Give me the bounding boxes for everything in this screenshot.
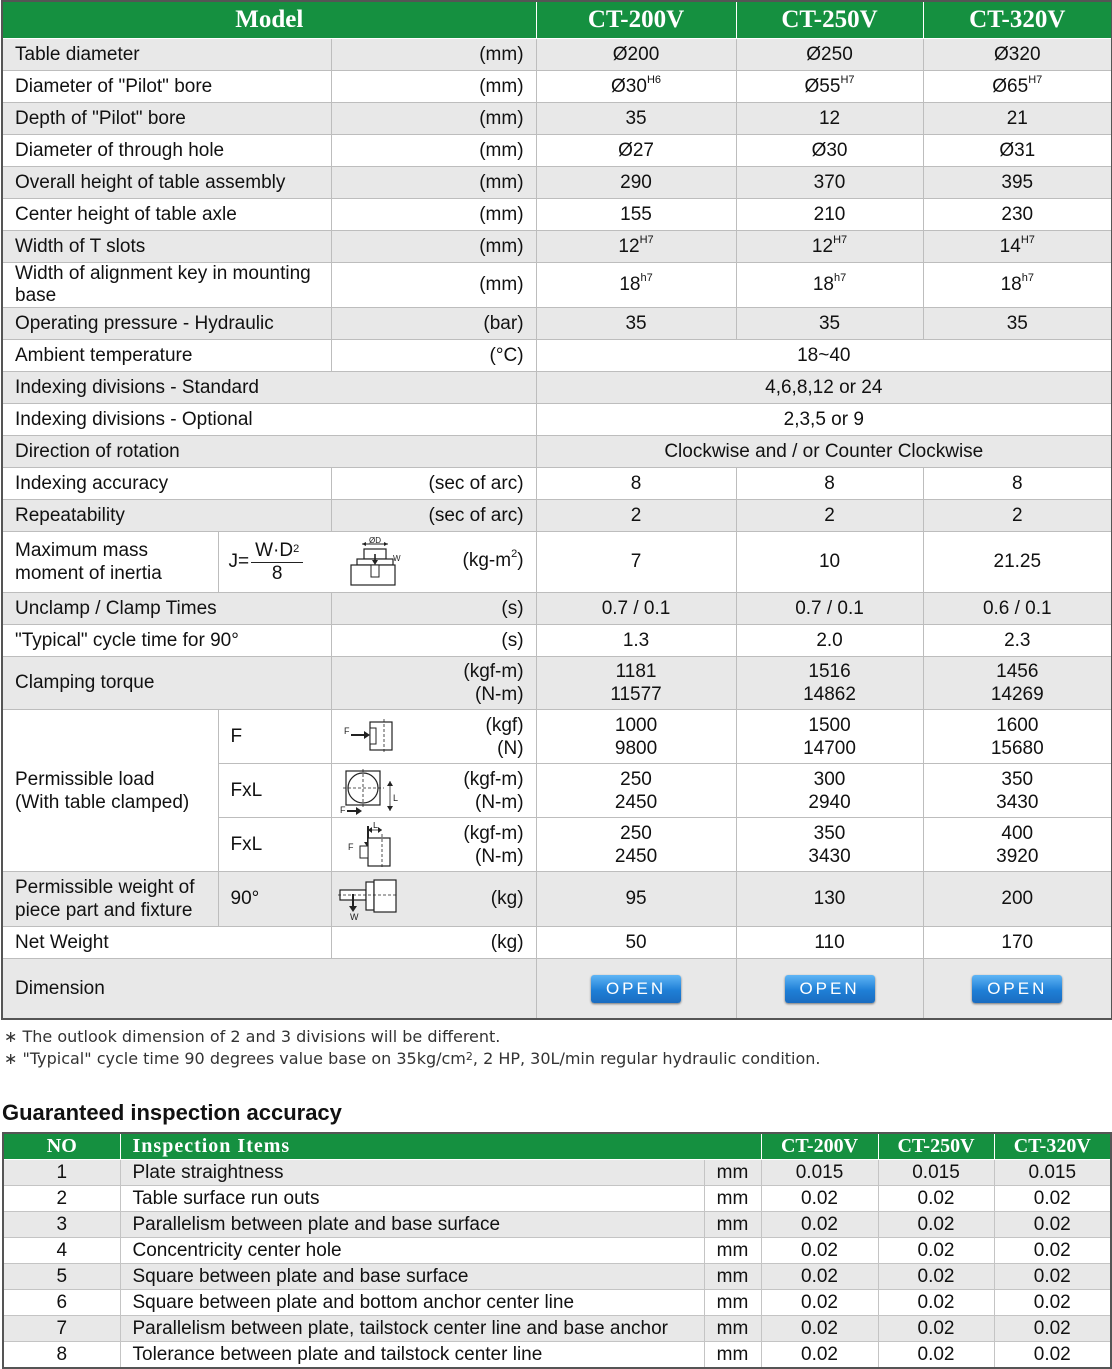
value-ct320v: 2.3 [923, 625, 1112, 657]
dimension-cell-ct320v [923, 959, 1112, 1020]
value-ct250v [736, 263, 923, 308]
row-table-diameter [2, 39, 1112, 71]
row-label: Operating pressure - Hydraulic [2, 308, 331, 340]
row-label: Width of alignment key in mounting base [2, 263, 331, 308]
value-ct250v: 0.02 [878, 1290, 994, 1316]
value-ct250v: 110 [736, 927, 923, 959]
value-ct250v [736, 818, 923, 872]
row-ambient-temperature [2, 340, 1112, 372]
inspection-table [2, 1132, 1112, 1369]
value-line: 11577 [610, 684, 662, 705]
row-label: Repeatability [2, 500, 331, 532]
value-line: 15680 [990, 737, 1044, 759]
row-unit: (mm) [331, 103, 536, 135]
value-line: 1456 [996, 661, 1039, 682]
row-label: Width of T slots [2, 231, 331, 263]
tolerance-sup: H7 [840, 73, 855, 86]
spec-header-row [2, 1, 1112, 39]
value-ct200v: 0.02 [761, 1186, 878, 1212]
inspection-item: Table surface run outs [120, 1186, 704, 1212]
row-unit: (sec of arc) [331, 500, 536, 532]
value-line: 14862 [803, 684, 856, 705]
value-ct320v: 35 [923, 308, 1112, 340]
inspection-title: Guaranteed inspection accuracy [2, 1100, 342, 1125]
footnote-text: , 2 HP, 30L/min regular hydraulic condition. [472, 1049, 821, 1068]
inspection-no: 6 [3, 1290, 120, 1316]
no-header: NO [3, 1133, 120, 1160]
footnotes [4, 1026, 1112, 1070]
radial-force-icon [342, 719, 402, 753]
model-ct200v-header: CT-200V [536, 1, 736, 39]
value-line: 2940 [808, 791, 851, 813]
value-ct250v: 2.0 [736, 625, 923, 657]
value-line: 350 [813, 822, 846, 844]
value-ct200v: 0.02 [761, 1290, 878, 1316]
tolerance-sup: h7 [833, 272, 847, 284]
icon-f-label: F [343, 726, 349, 736]
value-ct200v: 155 [536, 199, 736, 231]
value-line: 250 [620, 822, 652, 844]
value-ct250v: 370 [736, 167, 923, 199]
row-unit: (°C) [331, 340, 536, 372]
inspection-unit: mm [704, 1238, 761, 1264]
row-label-line: piece part and fixture [15, 900, 193, 921]
inspection-no: 3 [3, 1212, 120, 1238]
value-ct250v: 210 [736, 199, 923, 231]
unit-line: (N-m) [475, 684, 524, 705]
unit-line: (N-m) [475, 845, 524, 867]
overturning-moment-icon [338, 767, 404, 815]
value-ct250v [736, 231, 923, 263]
value-ct320v: 0.02 [994, 1186, 1111, 1212]
row-label-line: Permissible weight of [15, 877, 195, 898]
value-ct250v: 0.02 [878, 1212, 994, 1238]
value-ct200v: 0.02 [761, 1264, 878, 1290]
value-ct250v: 8 [736, 468, 923, 500]
value-ct320v: 0.02 [994, 1264, 1111, 1290]
inertia-unit [463, 550, 524, 572]
value-ct250v: Ø250 [736, 39, 923, 71]
inspection-item: Concentricity center hole [120, 1238, 704, 1264]
value-ct320v: 8 [923, 468, 1112, 500]
value-ct200v [536, 231, 736, 263]
row-through-hole [2, 135, 1112, 167]
value-line: 1600 [996, 714, 1039, 736]
value-ct200v: 0.02 [761, 1316, 878, 1342]
tolerance-sup: H7 [1020, 233, 1035, 246]
open-dimension-ct250v-button[interactable]: OPEN [785, 975, 875, 1003]
row-permissible-load-f [2, 710, 1112, 764]
row-unit [331, 818, 536, 872]
row-divisions-standard [2, 372, 1112, 404]
row-label: "Typical" cycle time for 90° [2, 625, 331, 657]
row-unit: (mm) [331, 263, 536, 308]
value-line: 1181 [615, 661, 657, 682]
row-permissible-weight [2, 872, 1112, 927]
value-text: 12 [618, 235, 640, 257]
value-ct320v: 2 [923, 500, 1112, 532]
value-line: 3430 [808, 845, 851, 867]
row-unit: (mm) [331, 199, 536, 231]
value-line: 2450 [614, 845, 658, 867]
row-unit: (mm) [331, 71, 536, 103]
row-divisions-optional [2, 404, 1112, 436]
unit-line: (N) [497, 737, 524, 759]
row-label-line: Permissible load [15, 768, 155, 790]
permissible-load-label [2, 710, 218, 872]
value-ct250v: 0.015 [878, 1160, 994, 1186]
value-line: 2450 [614, 791, 658, 813]
value-ct200v [536, 263, 736, 308]
rotary-table-inertia-icon [347, 536, 403, 590]
items-header: Inspection Items [120, 1133, 761, 1160]
formula-denominator: 8 [271, 562, 283, 584]
row-direction-of-rotation [2, 436, 1112, 468]
inspection-row [3, 1342, 1111, 1369]
inspection-item: Square between plate and base surface [120, 1264, 704, 1290]
inspection-row [3, 1238, 1111, 1264]
model-header: Model [2, 1, 536, 39]
row-unit: (bar) [331, 308, 536, 340]
value-ct250v: 2 [736, 500, 923, 532]
unit-line: (kgf-m) [463, 661, 524, 682]
tolerance-sup: H7 [1028, 73, 1043, 86]
row-label-line: Maximum mass [15, 540, 149, 561]
row-clamping-torque [2, 657, 1112, 710]
value-ct320v: 170 [923, 927, 1112, 959]
row-operating-pressure [2, 308, 1112, 340]
unit-exponent: 2 [511, 548, 518, 560]
value-ct250v [736, 71, 923, 103]
footnote-1: ∗ The outlook dimension of 2 and 3 divisions will be different. [4, 1027, 501, 1046]
row-unit: (mm) [331, 135, 536, 167]
row-label: Net Weight [2, 927, 331, 959]
open-dimension-ct320v-button[interactable]: OPEN [972, 975, 1062, 1003]
row-label: Unclamp / Clamp Times [2, 593, 331, 625]
inspection-unit: mm [704, 1264, 761, 1290]
unit-end: ) [517, 550, 524, 571]
value-ct320v: 0.015 [994, 1160, 1111, 1186]
row-label: Indexing divisions - Optional [2, 404, 536, 436]
row-repeatability [2, 500, 1112, 532]
inspection-unit: mm [704, 1316, 761, 1342]
icon-w-label: W [392, 554, 401, 563]
row-unit: (kg) [331, 927, 536, 959]
load-sub-label: FxL [218, 818, 331, 872]
formula-fraction [251, 540, 303, 585]
model-ct250v-header: CT-250V [736, 1, 923, 39]
inspection-unit: mm [704, 1212, 761, 1238]
value-ct200v: 290 [536, 167, 736, 199]
value-line: 3430 [996, 791, 1039, 813]
model-ct250v-header: CT-250V [878, 1133, 994, 1160]
value-ct320v: 21 [923, 103, 1112, 135]
value-ct320v [923, 818, 1112, 872]
model-ct320v-header: CT-320V [994, 1133, 1111, 1160]
value-ct320v: 200 [923, 872, 1112, 927]
tolerance-sup: H7 [833, 233, 848, 246]
value-text: 14 [999, 235, 1021, 257]
row-dimension [2, 959, 1112, 1020]
value-ct200v: 0.02 [761, 1212, 878, 1238]
row-moment-of-inertia [2, 532, 1112, 593]
value-ct250v: 0.02 [878, 1186, 994, 1212]
inspection-no: 7 [3, 1316, 120, 1342]
row-unit: (mm) [331, 39, 536, 71]
formula-numerator [251, 540, 303, 563]
value-text: Ø30 [611, 75, 647, 97]
value-ct200v [536, 764, 736, 818]
value-ct250v: Ø30 [736, 135, 923, 167]
value-line: 250 [620, 768, 652, 790]
inertia-formula [229, 540, 304, 585]
inspection-no: 8 [3, 1342, 120, 1369]
value-text: Ø65 [992, 75, 1029, 97]
value-ct200v: 0.015 [761, 1160, 878, 1186]
dimension-cell-ct250v [736, 959, 923, 1020]
row-label: Dimension [2, 959, 536, 1020]
row-label: Center height of table axle [2, 199, 331, 231]
inspection-item: Parallelism between plate, tailstock center line and base anchor [120, 1316, 704, 1342]
value-ct250v [736, 710, 923, 764]
row-label: Diameter of "Pilot" bore [2, 71, 331, 103]
inspection-row [3, 1212, 1111, 1238]
inspection-row [3, 1316, 1111, 1342]
row-indexing-accuracy [2, 468, 1112, 500]
inertia-formula-cell [218, 532, 536, 593]
open-dimension-ct200v-button[interactable]: OPEN [591, 975, 681, 1003]
row-alignment-key [2, 263, 1112, 308]
value-ct200v: 7 [536, 532, 736, 593]
load-sub-label: FxL [218, 764, 331, 818]
row-net-weight [2, 927, 1112, 959]
value-ct200v: 0.7 / 0.1 [536, 593, 736, 625]
value-ct200v: 0.02 [761, 1342, 878, 1369]
row-unit: (s) [331, 625, 536, 657]
tolerance-sup: h7 [1021, 272, 1034, 284]
icon-d-label: ØD [368, 536, 381, 545]
value-line: 1516 [808, 661, 851, 682]
value-text: 18 [619, 274, 641, 295]
value-ct200v [536, 818, 736, 872]
value-ct200v: 50 [536, 927, 736, 959]
inspection-no: 2 [3, 1186, 120, 1212]
row-unit [331, 657, 536, 710]
load-sub-label: F [218, 710, 331, 764]
value-all-models: Clockwise and / or Counter Clockwise [536, 436, 1112, 468]
value-text: 18 [1000, 274, 1022, 295]
tolerance-sup: H7 [639, 233, 654, 246]
value-all-models: 2,3,5 or 9 [536, 404, 1112, 436]
value-ct320v: Ø31 [923, 135, 1112, 167]
value-ct200v [536, 71, 736, 103]
inspection-unit: mm [704, 1290, 761, 1316]
row-label: Ambient temperature [2, 340, 331, 372]
row-unit: (mm) [331, 231, 536, 263]
inspection-no: 1 [3, 1160, 120, 1186]
row-label: Indexing divisions - Standard [2, 372, 536, 404]
unit-line: (kgf-m) [463, 822, 524, 844]
value-line: 14700 [803, 737, 856, 759]
value-ct250v: 0.02 [878, 1342, 994, 1369]
value-ct320v: 0.02 [994, 1290, 1111, 1316]
footnote-sup: 2 [465, 1050, 473, 1063]
value-all-models: 18~40 [536, 340, 1112, 372]
model-ct320v-header: CT-320V [923, 1, 1112, 39]
value-line: 400 [1001, 822, 1034, 844]
weight-sub-label: 90° [218, 872, 331, 927]
row-center-height [2, 199, 1112, 231]
value-line: 300 [813, 768, 846, 790]
value-text: 12 [811, 235, 834, 257]
value-ct200v: 95 [536, 872, 736, 927]
row-label-line: (With table clamped) [15, 791, 190, 813]
value-ct250v: 10 [736, 532, 923, 593]
value-line: 14269 [990, 684, 1044, 705]
row-label: Diameter of through hole [2, 135, 331, 167]
footnote-text: ∗ "Typical" cycle time 90 degrees value base on 35kg/cm [4, 1049, 466, 1068]
model-ct200v-header: CT-200V [761, 1133, 878, 1160]
value-ct320v [923, 71, 1112, 103]
row-label: Indexing accuracy [2, 468, 331, 500]
value-ct200v: 2 [536, 500, 736, 532]
value-ct320v: 0.02 [994, 1342, 1111, 1369]
value-ct250v: 130 [736, 872, 923, 927]
inspection-header-row [3, 1133, 1111, 1160]
row-label: Clamping torque [2, 657, 331, 710]
row-label [2, 532, 218, 593]
formula-exponent: 2 [293, 542, 300, 555]
inspection-item: Plate straightness [120, 1160, 704, 1186]
row-pilot-depth [2, 103, 1112, 135]
row-label: Depth of "Pilot" bore [2, 103, 331, 135]
icon-f-label: F [347, 842, 353, 852]
icon-l-label: L [392, 793, 398, 803]
value-ct250v: 35 [736, 308, 923, 340]
value-ct320v [923, 231, 1112, 263]
row-unit: (sec of arc) [331, 468, 536, 500]
value-line: 1500 [808, 714, 851, 736]
icon-w-label: W [349, 912, 358, 920]
spec-table [1, 0, 1112, 1020]
unit-line: (N-m) [475, 791, 524, 813]
value-ct320v [923, 263, 1112, 308]
value-ct320v [923, 764, 1112, 818]
unit-text: (kg) [490, 888, 524, 909]
formula-numerator-text: W·D [255, 539, 294, 561]
inspection-row [3, 1160, 1111, 1186]
value-line: 3920 [996, 845, 1039, 867]
value-ct250v [736, 764, 923, 818]
value-line: 1000 [614, 714, 658, 736]
value-ct320v: Ø320 [923, 39, 1112, 71]
inspection-item: Parallelism between plate and base surface [120, 1212, 704, 1238]
value-ct320v: 230 [923, 199, 1112, 231]
value-ct320v: 0.6 / 0.1 [923, 593, 1112, 625]
unit-line: (kgf-m) [463, 768, 524, 790]
inspection-body [3, 1160, 1111, 1369]
value-ct200v: 35 [536, 308, 736, 340]
row-cycle-time [2, 625, 1112, 657]
value-ct200v: 1.3 [536, 625, 736, 657]
value-ct200v [536, 710, 736, 764]
value-all-models: 4,6,8,12 or 24 [536, 372, 1112, 404]
inspection-no: 4 [3, 1238, 120, 1264]
value-ct320v: 395 [923, 167, 1112, 199]
value-ct200v: Ø200 [536, 39, 736, 71]
row-unit [331, 764, 536, 818]
value-ct250v: 0.02 [878, 1316, 994, 1342]
row-label: Table diameter [2, 39, 331, 71]
row-overall-height [2, 167, 1112, 199]
row-label [2, 872, 218, 927]
formula-j: J= [228, 551, 250, 572]
value-ct200v: 8 [536, 468, 736, 500]
value-ct200v: Ø27 [536, 135, 736, 167]
icon-f-label: F [339, 805, 345, 815]
unit-text: (kg-m [462, 550, 512, 571]
value-ct250v: 0.02 [878, 1264, 994, 1290]
row-pilot-bore [2, 71, 1112, 103]
value-line: 9800 [614, 737, 658, 759]
value-ct200v [536, 657, 736, 710]
value-ct320v [923, 710, 1112, 764]
row-unit: (s) [331, 593, 536, 625]
value-ct250v: 12 [736, 103, 923, 135]
value-ct320v: 0.02 [994, 1212, 1111, 1238]
value-ct320v: 0.02 [994, 1238, 1111, 1264]
value-text: Ø55 [804, 75, 841, 97]
value-ct250v: 0.7 / 0.1 [736, 593, 923, 625]
inspection-no: 5 [3, 1264, 120, 1290]
value-text: 18 [812, 274, 834, 295]
value-ct320v [923, 657, 1112, 710]
unit-line: (kgf) [485, 714, 524, 736]
value-line: 350 [1001, 768, 1034, 790]
inspection-row [3, 1290, 1111, 1316]
inspection-unit: mm [704, 1186, 761, 1212]
tolerance-sup: H6 [646, 73, 662, 86]
row-clamp-times [2, 593, 1112, 625]
tolerance-sup: h7 [640, 272, 653, 284]
value-ct200v: 35 [536, 103, 736, 135]
dimension-cell-ct200v [536, 959, 736, 1020]
value-ct320v: 0.02 [994, 1316, 1111, 1342]
row-t-slots [2, 231, 1112, 263]
row-label-line: moment of inertia [15, 563, 162, 584]
value-ct250v [736, 657, 923, 710]
value-ct250v: 0.02 [878, 1238, 994, 1264]
inspection-item: Tolerance between plate and tailstock center line [120, 1342, 704, 1369]
row-unit: (mm) [331, 167, 536, 199]
row-label: Direction of rotation [2, 436, 536, 468]
row-unit [331, 872, 536, 927]
footnote-2 [4, 1048, 1112, 1070]
inspection-row [3, 1186, 1111, 1212]
icon-l-label: L [372, 822, 378, 830]
row-unit [331, 710, 536, 764]
value-ct320v: 21.25 [923, 532, 1112, 593]
inspection-unit: mm [704, 1342, 761, 1369]
horizontal-weight-icon [338, 878, 398, 920]
axial-moment-icon [346, 822, 396, 868]
inspection-item: Square between plate and bottom anchor center line [120, 1290, 704, 1316]
inspection-row [3, 1264, 1111, 1290]
row-label: Overall height of table assembly [2, 167, 331, 199]
inspection-unit: mm [704, 1160, 761, 1186]
value-ct200v: 0.02 [761, 1238, 878, 1264]
